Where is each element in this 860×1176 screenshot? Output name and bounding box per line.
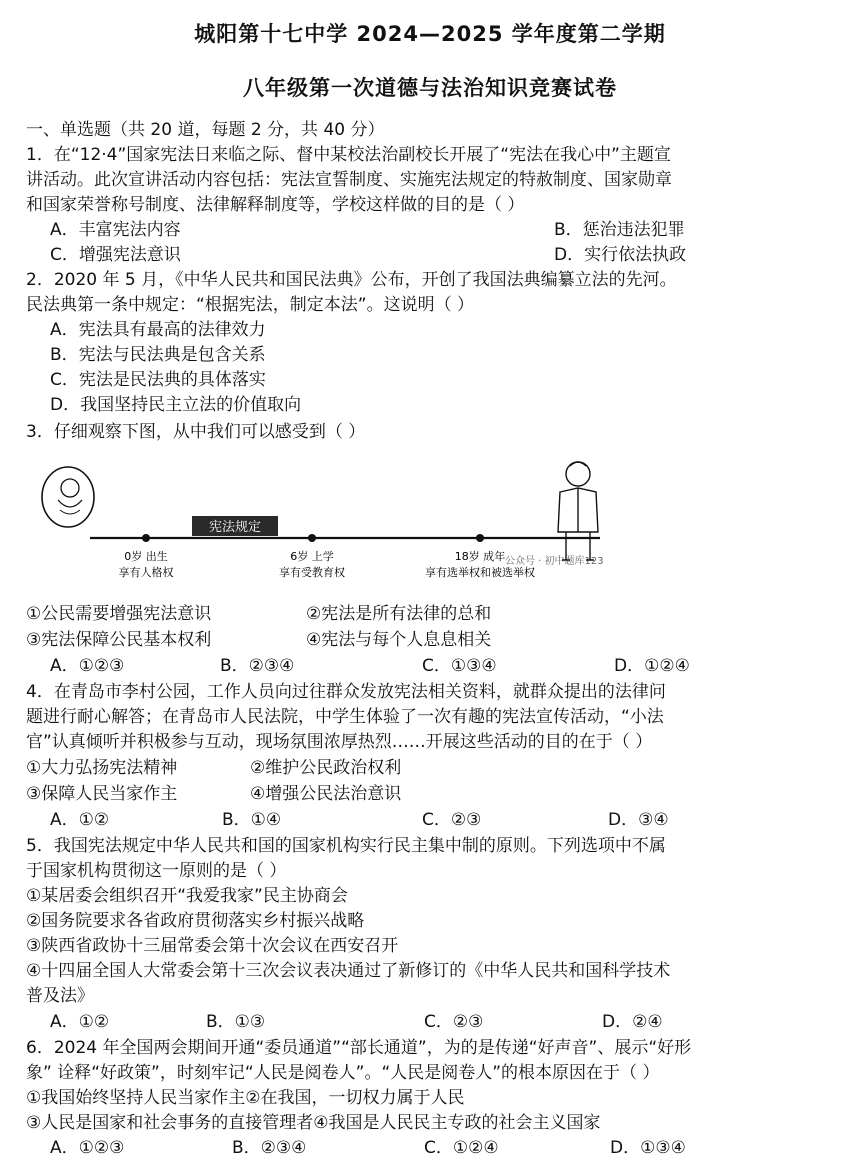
q3-statement-3: ③宪法保障公民基本权利: [26, 630, 212, 650]
q4-option-c[interactable]: C．②③: [422, 810, 482, 830]
point-right-school: 享有受教育权: [279, 566, 345, 579]
q2-line-2: 民法典第一条中规定：“根据宪法，制定本法”。这说明（ ）: [26, 295, 475, 315]
q6-option-d[interactable]: D．①③④: [610, 1138, 686, 1158]
q6-line-2: 象” 诠释“好政策”，时刻牢记“人民是阅卷人”。“人民是阅卷人”的根本原因在于（ ）: [26, 1063, 660, 1083]
point-right-birth: 享有人格权: [118, 566, 174, 579]
q5-option-c[interactable]: C．②③: [424, 1012, 484, 1032]
q5-statement-3: ③陕西省政协十三届常委会第十次会议在西安召开: [26, 936, 399, 956]
q4-option-d[interactable]: D．③④: [608, 810, 669, 830]
watermark-text: 公众号 · 初中题库123: [505, 556, 604, 567]
q1-option-b[interactable]: B．惩治违法犯罪: [554, 220, 685, 240]
q5-options: [26, 1010, 836, 1034]
q1-options-row-2: [26, 243, 836, 267]
q1-option-c[interactable]: C．增强宪法意识: [50, 245, 181, 265]
q5-statement-2: ②国务院要求各省政府贯彻落实乡村振兴战略: [26, 911, 365, 931]
q5-statement-4-cont: 普及法》: [26, 986, 94, 1006]
q4-line-1: 4．在青岛市李村公园，工作人员向过往群众发放宪法相关资料，就群众提出的法律问: [26, 682, 666, 702]
point-age-school: 6岁 上学: [290, 550, 334, 563]
q4-options: [26, 808, 836, 832]
q1-line-2: 讲活动。此次宣讲活动内容包括：宪法宣誓制度、实施宪法规定的特赦制度、国家勋章: [26, 170, 672, 190]
q1-options-row-1: [26, 218, 836, 242]
q3-options: [26, 654, 836, 678]
q3-statements-row-1: [26, 602, 836, 626]
q4-line-2: 题进行耐心解答；在青岛市人民法院，中学生体验了一次有趣的宪法宣传活动，“小法: [26, 707, 664, 727]
q5-option-d[interactable]: D．②④: [602, 1012, 663, 1032]
q3-option-b[interactable]: B．②③④: [220, 656, 295, 676]
q5-line-2: 于国家机构贯彻这一原则的是（ ）: [26, 861, 287, 881]
q5-option-a[interactable]: A．①②: [50, 1012, 110, 1032]
q2-line-1: 2．2020 年 5 月，《中华人民共和国民法典》公布，开创了我国法典编纂立法的先河。: [26, 270, 677, 290]
q4-statement-4: ④增强公民法治意识: [250, 784, 402, 804]
q3-option-c[interactable]: C．①③④: [422, 656, 497, 676]
exam-subtitle: 八年级第一次道德与法治知识竞赛试卷: [243, 76, 617, 100]
q6-line-1: 6．2024 年全国两会期间开通“委员通道”“部长通道”，为的是传递“好声音”、展示“好形: [26, 1038, 692, 1058]
q1-line-3: 和国家荣誉称号制度、法律解释制度等，学校这样做的目的是（ ）: [26, 195, 525, 215]
q4-statement-2: ②维护公民政治权利: [250, 758, 402, 778]
baby-icon: [42, 467, 94, 527]
q3-rights-timeline-figure: [40, 452, 840, 602]
q6-statements-row-1: ①我国始终坚持人民当家作主②在我国，一切权力属于人民: [26, 1088, 465, 1108]
q1-option-a[interactable]: A．丰富宪法内容: [50, 220, 181, 240]
q3-line-1: 3．仔细观察下图，从中我们可以感受到（ ）: [26, 422, 366, 442]
q4-line-3: 官”认真倾听并积极参与互动，现场氛围浓厚热烈……开展这些活动的目的在于（ ）: [26, 732, 653, 752]
q4-statement-1: ①大力弘扬宪法精神: [26, 758, 178, 778]
q3-statement-2: ②宪法是所有法律的总和: [306, 604, 492, 624]
q1-option-d[interactable]: D．实行依法执政: [554, 245, 687, 265]
q3-statement-1: ①公民需要增强宪法意识: [26, 604, 212, 624]
q4-statement-3: ③保障人民当家作主: [26, 784, 178, 804]
q6-option-a[interactable]: A．①②③: [50, 1138, 125, 1158]
q2-option-b[interactable]: B．宪法与民法典是包含关系: [50, 345, 266, 365]
q2-option-c[interactable]: C．宪法是民法典的具体落实: [50, 370, 266, 390]
banner-label: 宪法规定: [208, 520, 262, 535]
q4-option-a[interactable]: A．①②: [50, 810, 110, 830]
q6-option-b[interactable]: B．②③④: [232, 1138, 307, 1158]
timeline-dot-school: [308, 534, 316, 542]
timeline-dot-adult: [476, 534, 484, 542]
exam-title: 城阳第十七中学 2024—2025 学年度第二学期: [194, 22, 666, 46]
q5-statement-1: ①某居委会组织召开“我爱我家”民主协商会: [26, 886, 348, 906]
adult-person-icon: [558, 462, 598, 560]
q2-option-d[interactable]: D．我国坚持民主立法的价值取向: [50, 395, 302, 415]
q1-line-1: 1．在“12·4”国家宪法日来临之际、督中某校法治副校长开展了“宪法在我心中”主题宣: [26, 145, 671, 165]
section-heading: 一、单选题（共 20 道，每题 2 分，共 40 分）: [26, 120, 385, 140]
q2-option-a[interactable]: A．宪法具有最高的法律效力: [50, 320, 266, 340]
q5-line-1: 5．我国宪法规定中华人民共和国的国家机构实行民主集中制的原则。下列选项中不属: [26, 836, 666, 856]
q6-statements-row-2: ③人民是国家和社会事务的直接管理者④我国是人民民主专政的社会主义国家: [26, 1113, 601, 1133]
q4-option-b[interactable]: B．①④: [222, 810, 282, 830]
q6-option-c[interactable]: C．①②④: [424, 1138, 499, 1158]
q5-statement-4: ④十四届全国人大常委会第十三次会议表决通过了新修订的《中华人民共和国科学技术: [26, 961, 671, 981]
point-right-adult: 享有选举权和被选举权: [425, 566, 535, 579]
point-age-birth: 0岁 出生: [124, 550, 168, 563]
q3-statements-row-2: [26, 628, 836, 652]
q3-option-a[interactable]: A．①②③: [50, 656, 125, 676]
q3-statement-4: ④宪法与每个人息息相关: [306, 630, 492, 650]
q3-option-d[interactable]: D．①②④: [614, 656, 690, 676]
q4-statements-row-1: [26, 756, 836, 780]
timeline-dot-birth: [142, 534, 150, 542]
q5-option-b[interactable]: B．①③: [206, 1012, 266, 1032]
q4-statements-row-2: [26, 782, 836, 806]
q6-options: [26, 1136, 836, 1160]
point-age-adult: 18岁 成年: [454, 550, 506, 563]
